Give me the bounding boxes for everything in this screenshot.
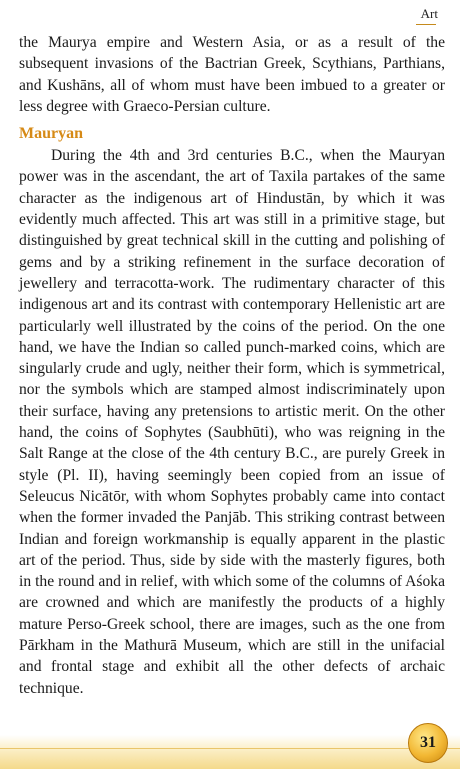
footer-line xyxy=(0,748,460,749)
page-number: 31 xyxy=(420,734,436,751)
page-body xyxy=(19,32,445,699)
page-number-badge xyxy=(408,723,448,763)
paragraph-continued: the Maurya empire and Western Asia, or as a result of the subsequent invasions of the Bactrian Greek, Scythians, Parthians, and Kushāns, all of whom must have been imbued to a greater or less degree with Graeco-Persian culture. xyxy=(19,34,445,115)
footer-band xyxy=(0,735,460,769)
paragraph-main: During the 4th and 3rd centuries B.C., when the Mauryan power was in the ascendant, the art of Taxila partakes of the same character as the indigenous art of Hindustān, by which it was evidently much affected. This art was still in a primitive stage, but distinguished by great technical skill in the cutting and polishing of gems and by a striking refinement in the surface decoration of jewellery and terracotta-work. The rudimentary character of this indigenous art and its contrast with contemporary Hellenistic art are particularly well illustrated by the coins of the period. On the one hand, we have the Indian so called punch-marked coins, which are singularly crude and ugly, neither their form, which is symmetrical, nor the symbols which are stamped almost indiscriminately upon their surface, having any pretensions to artistic merit. On the other hand, the coins of Sophytes (Saubhūti), who was reigning in the Salt Range at the close of the 4th century B.C., are purely Greek in style (Pl. II), having seemingly been copied from an issue of Seleucus Nicātōr, with whom Sophytes probably came into contact when the former invaded the Panjāb. This striking contrast between Indian and foreign workmanship is equally apparent in the plastic art of the period. Thus, side by side with the masterly figures, both in the round and in relief, with which some of the columns of Aśoka are crowned and which are manifestly the products of a highly mature Perso-Greek school, there are images, such as the one from Pārkham in the Mathurā Museum, which are still in the unifacial and frontal stage and exhibit all the other defects of archaic technique. xyxy=(19,147,445,697)
running-head: Art xyxy=(420,6,438,21)
running-head-rule xyxy=(416,24,436,25)
section-heading: Mauryan xyxy=(19,125,83,143)
